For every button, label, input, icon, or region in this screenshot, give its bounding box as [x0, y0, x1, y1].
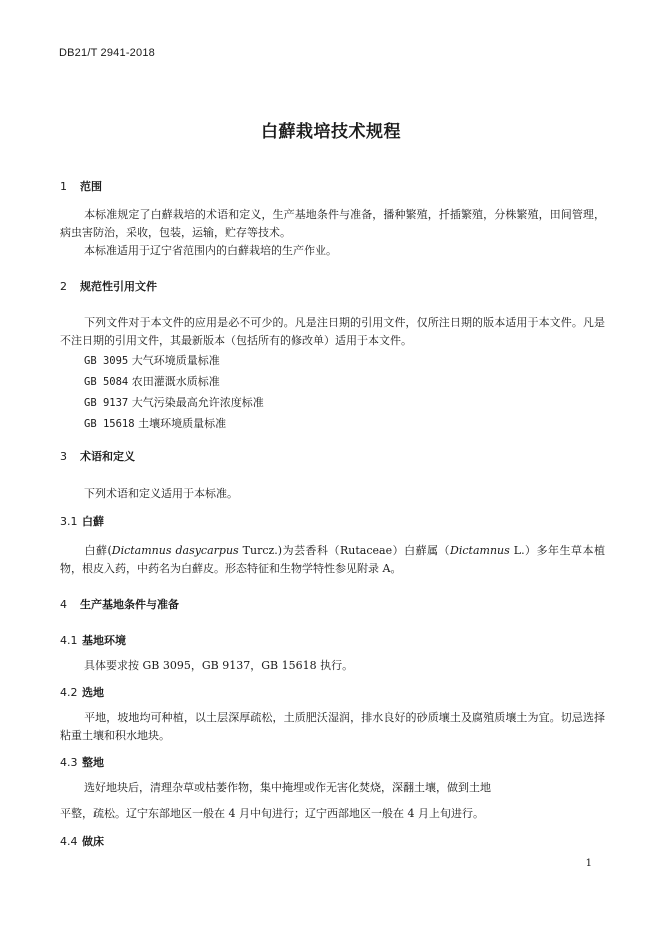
reference-name: 土壤环境质量标准	[138, 417, 227, 430]
paragraph-text: 本标准适用于辽宁省范围内的白蘚栽培的生产作业。	[84, 244, 337, 257]
section-title: 整地	[82, 756, 104, 769]
section-2-heading	[60, 278, 157, 294]
reference-code: GB 15618	[84, 418, 135, 430]
section-3-1-definition	[60, 542, 605, 578]
reference-item	[84, 394, 264, 410]
latin-genus: Dictamnus	[450, 544, 510, 557]
section-2-paragraph-1	[60, 314, 605, 350]
section-4-4-heading	[60, 833, 104, 849]
section-4-3-heading	[60, 754, 104, 770]
section-number: 1	[60, 180, 67, 193]
section-number: 4.2	[60, 686, 78, 699]
section-title: 白蘚	[82, 515, 104, 528]
section-1-paragraph-1	[60, 206, 605, 242]
reference-item	[84, 415, 226, 431]
reference-code: GB 9137	[84, 397, 129, 409]
reference-code: GB 5084	[84, 376, 129, 388]
section-title: 生产基地条件与准备	[80, 598, 179, 611]
reference-name: 大气污染最高允许浓度标准	[131, 396, 264, 409]
section-title: 基地环境	[82, 634, 126, 647]
section-title: 范围	[80, 180, 102, 193]
section-number: 3	[60, 450, 67, 463]
section-3-heading	[60, 448, 135, 464]
section-number: 2	[60, 280, 67, 293]
section-4-2-heading	[60, 684, 104, 700]
document-title: 白蘚栽培技术规程	[261, 122, 401, 142]
definition-text: L.）多年生草本植物，根皮入药，中药名为白蘚皮。形态特征和生物学特性参见附录 A。	[60, 544, 605, 575]
latin-name: Dictamnus dasycarpus	[111, 544, 239, 557]
paragraph-text: 本标准规定了白蘚栽培的术语和定义，生产基地条件与准备，播种繁殖，扦插繁殖，分株繁殖，田间管理，病虫害防治，采收，包装，运输，贮存等技术。	[60, 208, 605, 239]
reference-item	[84, 373, 220, 389]
section-3-paragraph-1: 下列术语和定义适用于本标准。	[84, 487, 238, 500]
reference-name: 农田灌溉水质标准	[131, 375, 220, 388]
reference-name: 大气环境质量标准	[131, 354, 220, 367]
section-4-2-text	[60, 709, 605, 745]
section-1-heading	[60, 178, 102, 194]
paragraph-text: 下列文件对于本文件的应用是必不可少的。凡是注日期的引用文件，仅所注日期的版本适用于本文件。凡是不注日期的引用文件，其最新版本（包括所有的修改单）适用于本文件。	[60, 316, 605, 347]
reference-code: GB 3095	[84, 355, 129, 367]
section-title: 术语和定义	[80, 450, 135, 463]
section-4-3-line-1: 选好地块后，清理杂草或枯萎作物，集中掩埋或作无害化焚烧，深翻土壤，做到土地	[84, 781, 491, 794]
definition-text: 白蘚(	[84, 544, 112, 557]
reference-item	[84, 352, 220, 368]
paragraph-text: 平地，坡地均可种植，以土层深厚疏松，土质肥沃湿润，排水良好的砂质壤土及腐殖质壤土为宜。切忌选择粘重土壤和积水地块。	[60, 711, 605, 742]
section-number: 3.1	[60, 515, 78, 528]
section-title: 做床	[82, 835, 104, 848]
section-title: 规范性引用文件	[80, 280, 157, 293]
section-4-3-line-2: 平整，疏松。辽宁东部地区一般在 4 月中旬进行；辽宁西部地区一般在 4 月上旬进行。	[60, 807, 484, 820]
section-number: 4.4	[60, 835, 78, 848]
section-4-1-heading	[60, 632, 126, 648]
document-code: DB21/T 2941-2018	[59, 47, 155, 59]
definition-text: Turcz.)为芸香科（Rutaceae）白蘚属（	[238, 544, 451, 557]
section-number: 4.3	[60, 756, 78, 769]
section-title: 选地	[82, 686, 104, 699]
section-3-1-heading	[60, 513, 104, 529]
section-4-1-text: 具体要求按 GB 3095，GB 9137，GB 15618 执行。	[84, 659, 354, 672]
section-1-paragraph-2	[60, 242, 605, 260]
page-number: 1	[585, 858, 592, 869]
section-number: 4.1	[60, 634, 78, 647]
section-number: 4	[60, 598, 67, 611]
section-4-heading	[60, 596, 179, 612]
